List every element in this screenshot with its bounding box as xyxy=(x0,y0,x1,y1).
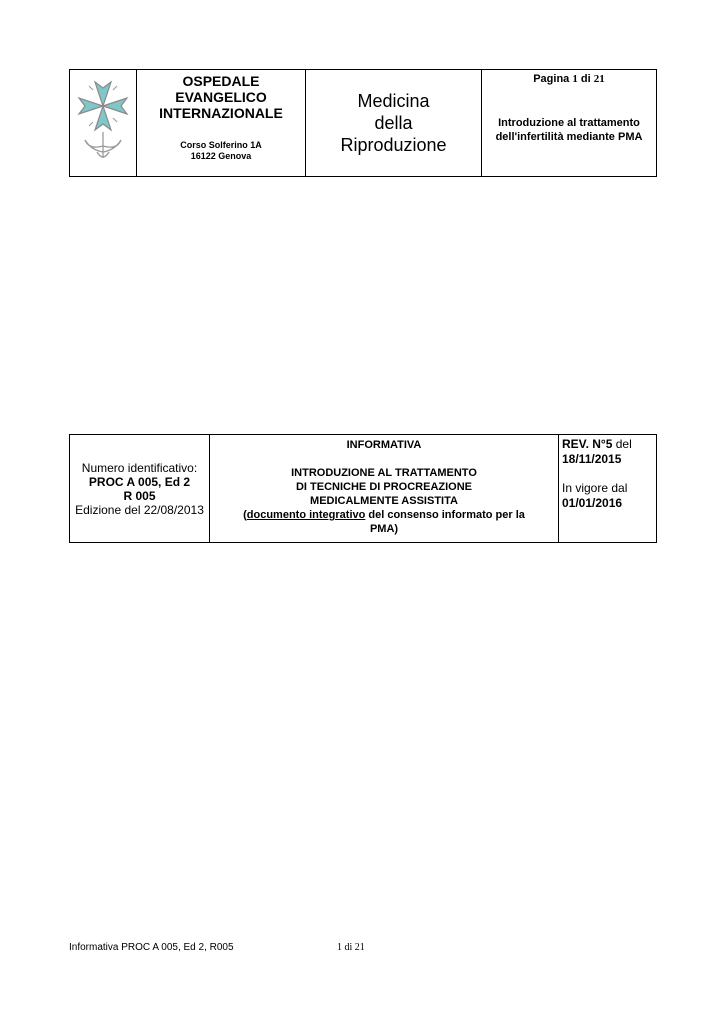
logo-cell xyxy=(70,70,137,177)
id-label: Numero identificativo: xyxy=(81,460,198,475)
note-rest: del consenso informato per la xyxy=(365,509,525,521)
subject-line: MEDICALMENTE ASSISTITA xyxy=(310,495,458,507)
revision-line xyxy=(562,437,656,452)
hospital-name-line: INTERNAZIONALE xyxy=(159,105,283,121)
hospital-name-line: OSPEDALE xyxy=(182,73,260,89)
id-code: PROC A 005, Ed 2 xyxy=(88,474,191,489)
page-current: 1 xyxy=(572,73,578,85)
document-title xyxy=(482,116,656,144)
department-cell xyxy=(306,70,482,177)
page-total: 21 xyxy=(593,73,605,85)
valid-label: In vigore dal xyxy=(562,481,628,495)
hospital-logo-icon xyxy=(73,76,133,166)
revision-cell xyxy=(559,435,657,543)
page-of: di xyxy=(580,73,591,85)
valid-date: 01/01/2016 xyxy=(562,496,623,510)
department-line: Riproduzione xyxy=(340,135,447,155)
address-line: Corso Solferino 1A xyxy=(180,140,262,150)
id-code: R 005 xyxy=(123,488,156,503)
title-line: Introduzione al trattamento xyxy=(498,117,640,129)
page-info-cell xyxy=(482,70,657,177)
page-label: Pagina xyxy=(533,73,570,85)
revision-del: del xyxy=(612,437,632,451)
department-name xyxy=(306,90,481,156)
note-end: PMA) xyxy=(369,523,399,535)
address-line: 16122 Genova xyxy=(190,151,252,161)
page-counter xyxy=(482,73,656,85)
note-open: ( xyxy=(243,509,247,521)
subject-block xyxy=(210,466,558,508)
hospital-name-line: EVANGELICO xyxy=(175,89,267,105)
subject-line: INTRODUZIONE AL TRATTAMENTO xyxy=(291,467,477,479)
header-table xyxy=(69,69,657,177)
note-underlined: documento integrativo xyxy=(246,509,366,521)
hospital-name xyxy=(137,73,305,121)
info-heading: INFORMATIVA xyxy=(346,439,422,451)
edition-date: Edizione del 22/08/2013 xyxy=(75,502,204,517)
id-cell xyxy=(70,435,210,543)
hospital-cell xyxy=(137,70,306,177)
department-line: della xyxy=(374,113,413,133)
title-line: dell'infertilità mediante PMA xyxy=(495,131,643,143)
department-line: Medicina xyxy=(357,91,430,111)
hospital-address xyxy=(137,140,305,162)
info-table xyxy=(69,434,657,543)
footer-page-number: 1 di 21 xyxy=(337,942,365,953)
subject-line: DI TECNICHE DI PROCREAZIONE xyxy=(295,481,472,493)
revision-label: REV. N°5 xyxy=(562,437,613,451)
consent-note xyxy=(210,508,558,522)
subject-cell xyxy=(210,435,559,543)
footer-document-ref: Informativa PROC A 005, Ed 2, R005 xyxy=(69,942,234,953)
revision-date: 18/11/2015 xyxy=(562,452,622,466)
